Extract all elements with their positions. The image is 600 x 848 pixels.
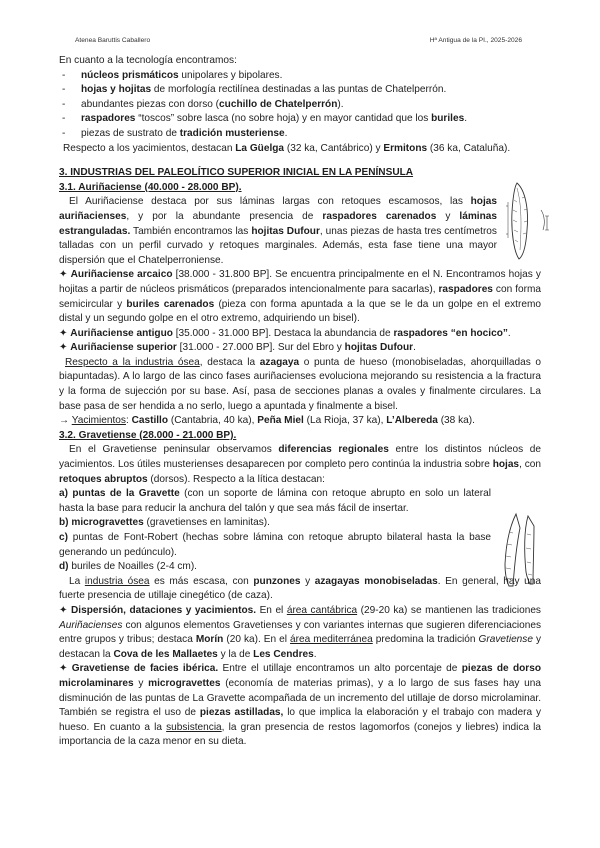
tech-list — [59, 69, 541, 142]
aurignacian-bone-industry: Respecto a la industria ósea, destaca la azagaya o punta de hueso (monobiseladas, ahorquilladas o biapuntadas). A lo largo de las cinco fases auriñacienses evoluciona mejorando su resistencia a la fractura y la forma de sujección por su base. Así, pasa de secciones planas a ovales y finalmente circulares. La base pasa de ser hendida a no serlo, luego a apuntada y finalmente a bisel. — [59, 356, 542, 412]
gravettian-bone-industry: La industria ósea es más escasa, con punzones y azagayas monobiseladas. En general, hay una fuerte presencia de utillaje cinegético (de caza). — [59, 575, 541, 602]
aurignacian-antiguo: ✦ Auriñaciense antiguo [35.000 - 31.000 BP]. Destaca la abundancia de raspadores “en hocico”. — [59, 327, 511, 339]
aurignacian-intro: El Auriñaciense destaca por sus láminas largas con retoques escamosos, las hojas auriñacienses, y por la abundante presencia de raspadores carenados y láminas estranguladas. También encontramos las hojitas Dufour, unas piezas de hasta tres centímetros talladas con un perfil curvado y retoques marginales. Además, esta fase tiene una mayor dispersión que el Chatelperroniense. — [59, 196, 497, 266]
list-item: - hojas y hojitas de morfología rectilínea destinadas a las puntas de Chatelperrón. — [62, 84, 447, 96]
sites-paragraph: Respecto a los yacimientos, destacan La Güelga (32 ka, Cantábrico) y Ermitons (36 ka, Cataluña). — [63, 142, 511, 154]
gravettian-iberian-facies: ✦ Gravetiense de facies ibérica. Entre el utillaje encontramos un alto porcentaje de piezas de dorso microlaminares y microgravettes (economía de materias primas), y a lo largo de sus fases hay una disminución de las puntas de La Gravette acompañada de un incremento del utillaje de dorso microlaminar. También se registra el uso de piezas astilladas, lo que implica la elaboración y el trabajo con madera y hueso. En cuanto a la subsistencia, la gran presencia de restos lagomorfos (conejos y liebres) indica la importancia de la caza menor en su dieta. — [59, 663, 542, 748]
list-item: - abundantes piezas con dorso (cuchillo de Chatelperrón). — [62, 98, 344, 110]
page-body — [59, 54, 541, 750]
section-3-2-heading: 3.2. Gravetiense (28.000 - 21.000 BP). — [59, 429, 237, 441]
list-item: - raspadores “toscos” sobre lasca (no sobre hoja) y en mayor cantidad que los buriles. — [62, 113, 468, 125]
course-name: Hª Antigua de la PI., 2025-2026 — [429, 37, 522, 44]
section-3-heading: 3. INDUSTRIAS DEL PALEOLÍTICO SUPERIOR INICIAL EN LA PENÍNSULA — [59, 167, 414, 179]
author-name: Atenea Baruttis Caballero — [75, 37, 151, 44]
section-3-1-heading: 3.1. Auriñaciense (40.000 - 28.000 BP). — [59, 181, 242, 193]
list-item: - núcleos prismáticos unipolares y bipolares. — [62, 69, 283, 81]
gravettian-item-b: b) microgravettes (gravetienses en laminitas). — [59, 517, 270, 529]
gravettian-item-c: c) puntas de Font-Robert (hechas sobre lámina con retoque abrupto bilateral hasta la base generando un pedúnculo). — [59, 532, 491, 558]
list-item: - piezas de sustrato de tradición musteriense. — [62, 127, 288, 139]
gravettian-intro: En el Gravetiense peninsular observamos diferencias regionales entre los distintos núcleos de yacimientos. Los útiles musterienses desaparecen por completo pero continúa la industria sobre hojas, con retoques abruptos (dorsos). Respecto a la lítica destacan: — [59, 444, 541, 485]
gravettian-item-d: d) buriles de Noailles (2-4 cm). — [59, 561, 197, 573]
gravettian-dispersion: ✦ Dispersión, dataciones y yacimientos. En el área cantábrica (29-20 ka) se mantienen las tradiciones Auriñacienses con algunos elementos Gravetienses y con variantes internas que sugieren diferenciaciones entre grupos y tribus; destaca Morín (20 ka). En el área mediterránea predomina la tradición Gravetiense y destacan la Cova de les Mallaetes y la de Les Cendres. — [59, 604, 542, 660]
tech-intro: En cuanto a la tecnología encontramos: — [59, 55, 237, 66]
aurignacian-arcaico: ✦ Auriñaciense arcaico [38.000 - 31.800 BP]. Se encuentra principalmente en el N. Encontramos hojas y hojitas a partir de núcleos prismáticos (preparados intencionalmente para sacarlas), raspadores con forma semicircular y buriles carenados (pieza con forma apuntada a la que se le da un golpe en el extremo distal y un segundo golpe en el otro extremo, adquiriendo un bisel). — [59, 269, 541, 325]
aurignacian-sites: → Yacimientos: Castillo (Cantabria, 40 ka), Peña Miel (La Rioja, 37 ka), L’Albereda (38 ka). — [59, 415, 475, 427]
gravettian-item-a: a) puntas de la Gravette (con un soporte de lámina con retoque abrupto en solo un lateral hasta la base para reducir la anchura del talón y que sea más fácil de insertar. — [59, 488, 491, 514]
aurignacian-superior: ✦ Auriñaciense superior [31.000 - 27.000 BP]. Sur del Ebro y hojitas Dufour. — [59, 342, 416, 354]
